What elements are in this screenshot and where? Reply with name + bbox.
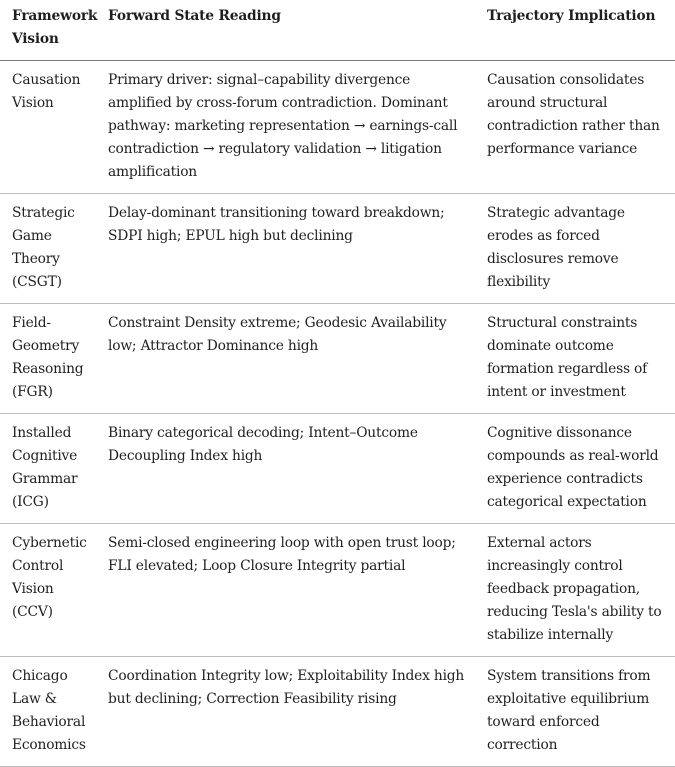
state-cell: Semi-closed engineering loop with open trust loop; FLI elevated; Loop Closure Integrity partial bbox=[96, 524, 475, 657]
header-framework-line2: Vision bbox=[12, 31, 59, 47]
trajectory-cell: Cognitive dissonance compounds as real-world experience contradicts categorical expectation bbox=[475, 414, 675, 524]
table-row bbox=[0, 304, 675, 414]
framework-cell: Field-Geometry Reasoning (FGR) bbox=[0, 304, 96, 414]
framework-cell: Chicago Law & Behavioral Economics bbox=[0, 657, 96, 767]
table-row bbox=[0, 414, 675, 524]
state-cell: Binary categorical decoding; Intent–Outcome Decoupling Index high bbox=[96, 414, 475, 524]
state-cell: Primary driver: signal–capability divergence amplified by cross-forum contradiction. Dominant pathway: marketing representation → earnings-call contradiction → regulatory validation → litigation amplification bbox=[96, 61, 475, 194]
framework-cell: Causation Vision bbox=[0, 61, 96, 194]
framework-cell: Cybernetic Control Vision (CCV) bbox=[0, 524, 96, 657]
table-row bbox=[0, 61, 675, 194]
table-body bbox=[0, 61, 675, 767]
table-row bbox=[0, 524, 675, 657]
framework-cell: Strategic Game Theory (CSGT) bbox=[0, 194, 96, 304]
header-row bbox=[0, 0, 675, 61]
trajectory-cell: Structural constraints dominate outcome formation regardless of intent or investment bbox=[475, 304, 675, 414]
header-forward-state-reading: Forward State Reading bbox=[96, 0, 475, 61]
header-framework-line1: Framework bbox=[12, 8, 98, 24]
trajectory-cell: External actors increasingly control feedback propagation, reducing Tesla's ability to stabilize internally bbox=[475, 524, 675, 657]
state-cell: Constraint Density extreme; Geodesic Availability low; Attractor Dominance high bbox=[96, 304, 475, 414]
table-row bbox=[0, 194, 675, 304]
header-trajectory-implication: Trajectory Implication bbox=[475, 0, 675, 61]
trajectory-cell: Causation consolidates around structural contradiction rather than performance variance bbox=[475, 61, 675, 194]
trajectory-cell: System transitions from exploitative equilibrium toward enforced correction bbox=[475, 657, 675, 767]
header-framework-vision bbox=[0, 0, 96, 61]
trajectory-cell: Strategic advantage erodes as forced disclosures remove flexibility bbox=[475, 194, 675, 304]
state-cell: Coordination Integrity low; Exploitability Index high but declining; Correction Feasibility rising bbox=[96, 657, 475, 767]
framework-cell: Installed Cognitive Grammar (ICG) bbox=[0, 414, 96, 524]
table-row bbox=[0, 657, 675, 767]
state-cell: Delay-dominant transitioning toward breakdown; SDPI high; EPUL high but declining bbox=[96, 194, 475, 304]
table-header bbox=[0, 0, 675, 61]
